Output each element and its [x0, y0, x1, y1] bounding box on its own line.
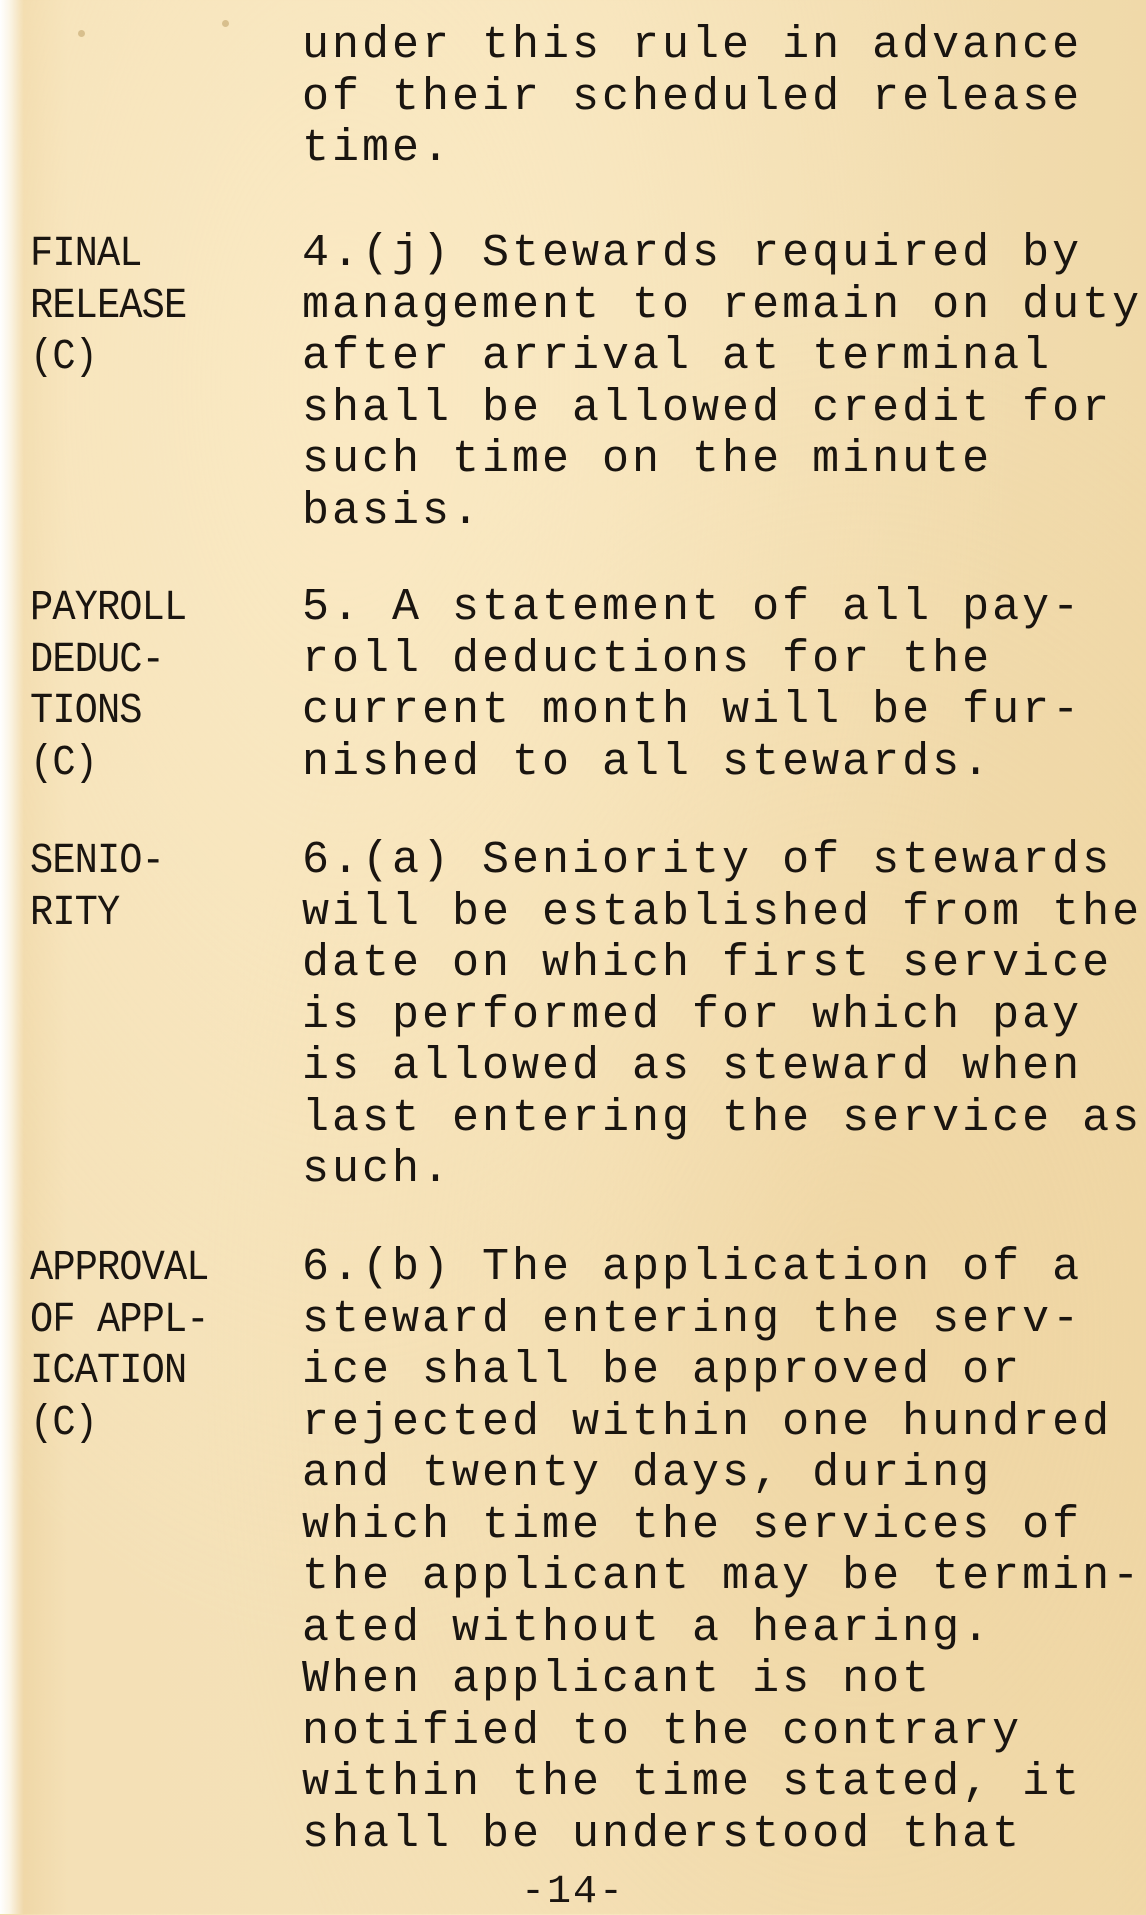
paper-speck: [78, 30, 85, 37]
page-number: -14-: [520, 1870, 625, 1915]
side-heading-approval-of-application: APPROVAL OF APPL- ICATION (C): [30, 1243, 209, 1447]
side-heading-final-release: FINAL RELEASE (C): [30, 229, 187, 381]
rule-6a-paragraph: 6.(a) Seniority of stewards will be established from the date on which first service is performed for which pay is allowed as steward when last entering the service as such.: [302, 835, 1143, 1195]
rule-6b-paragraph: 6.(b) The application of a steward entering the serv- ice shall be approved or rejected within one hundred and twenty days, during which time the services of the applicant may be termin- ated without a hearing. When applicant is not notified to the contrary within the time stated, it shall be understood that: [302, 1242, 1143, 1860]
side-heading-payroll-deductions: PAYROLL DEDUC- TIONS (C): [30, 583, 187, 787]
paper-left-edge: [0, 0, 24, 1914]
side-heading-seniority: SENIO- RITY: [30, 836, 164, 937]
intro-paragraph: under this rule in advance of their scheduled release time.: [302, 20, 1083, 174]
rule-4j-paragraph: 4.(j) Stewards required by management to remain on duty after arrival at terminal shall be allowed credit for such time on the minute basis.: [302, 228, 1143, 537]
paper-speck: [222, 20, 229, 27]
rule-5-paragraph: 5. A statement of all pay- roll deductions for the current month will be fur- nished to all stewards.: [302, 582, 1083, 788]
